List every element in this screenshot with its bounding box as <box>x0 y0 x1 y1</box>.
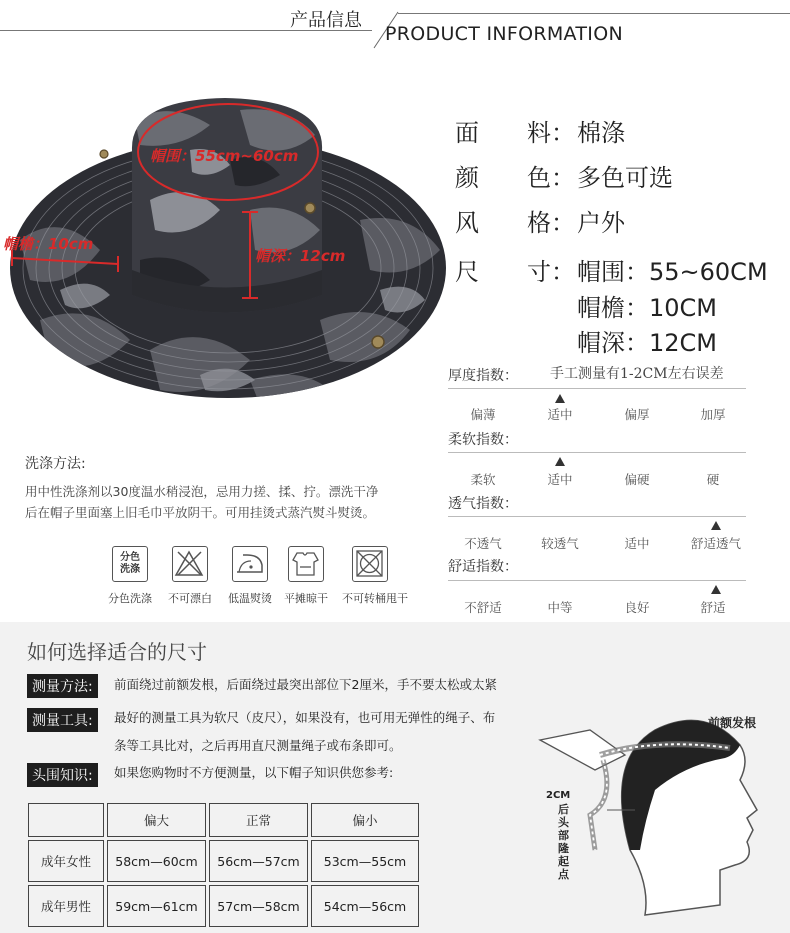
breathability-option-1: 不透气 <box>464 536 502 551</box>
thickness-option-3: 偏厚 <box>624 407 650 422</box>
softness-option-4: 硬 <box>706 472 720 487</box>
table-cell: 成年男性 <box>28 885 104 927</box>
breathability-rule <box>448 516 746 517</box>
thickness-marker-icon <box>555 394 565 403</box>
separate-wash-icon-text: 分色洗涤 <box>120 552 140 575</box>
washing-instructions: 用中性洗涤剂以30度温水稍浸泡，忌用力搓、揉、拧。漂洗干净后在帽子里面塞上旧毛巾平放阴干。可用挂烫式蒸汽熨斗熨烫。 <box>25 484 379 520</box>
no-bleach-icon <box>172 546 208 582</box>
head-size-table <box>25 800 422 930</box>
comfort-option-3: 良好 <box>624 600 650 615</box>
spec-color-label: 颜 色： <box>455 164 575 192</box>
softness-marker-icon <box>555 457 565 466</box>
thickness-option-4: 加厚 <box>700 407 726 422</box>
spec-size-line-1: 帽围：55~60CM <box>577 258 768 286</box>
comfort-label: 舒适指数： <box>448 559 518 575</box>
table-cell: 53cm—55cm <box>311 840 419 882</box>
care-label-no-bleach: 不可漂白 <box>168 592 212 605</box>
softness-label: 柔软指数： <box>448 432 518 448</box>
spec-size-label: 尺 寸： <box>455 258 575 286</box>
tool-tag: 测量工具: <box>27 708 98 732</box>
softness-rule <box>448 452 746 453</box>
washing-title: 洗涤方法: <box>25 456 86 472</box>
separate-wash-icon <box>112 546 148 582</box>
table-row <box>28 840 419 882</box>
size-guide-title: 如何选择适合的尺寸 <box>27 640 207 664</box>
care-label-separate: 分色洗涤 <box>108 592 152 605</box>
thickness-label: 厚度指数： <box>448 368 518 384</box>
size-guide-section <box>0 622 790 933</box>
tool-text-line-2: 条等工具比对，之后再用直尺测量绳子或布条即可。 <box>114 738 402 753</box>
comfort-marker-icon <box>711 585 721 594</box>
breathability-option-2: 较透气 <box>541 536 579 551</box>
forehead-label: 前额发根 <box>708 716 757 730</box>
header-rule-right <box>398 13 790 14</box>
back-offset-label: 2CM <box>546 790 571 801</box>
no-tumble-dry-icon <box>352 546 388 582</box>
softness-option-1: 柔软 <box>470 472 496 487</box>
tool-text-line-1: 最好的测量工具为软尺（皮尺），如果没有，也可用无弹性的绳子、布 <box>114 710 496 725</box>
comfort-option-1: 不舒适 <box>464 600 502 615</box>
table-header-cell: 偏大 <box>107 803 206 837</box>
breathability-marker-icon <box>711 521 721 530</box>
spec-material-label: 面 料： <box>455 119 575 147</box>
circumference-label: 帽围：55cm~60cm <box>150 147 299 165</box>
table-cell: 成年女性 <box>28 840 104 882</box>
knowledge-text: 如果您购物时不方便测量，以下帽子知识供您参考: <box>114 765 394 780</box>
breathability-option-3: 适中 <box>624 536 650 551</box>
table-cell: 59cm—61cm <box>107 885 206 927</box>
table-row <box>28 885 419 927</box>
table-cell: 58cm—60cm <box>107 840 206 882</box>
table-cell: 57cm—58cm <box>209 885 308 927</box>
spec-style-label: 风 格： <box>455 209 575 237</box>
spec-size-line-2: 帽檐：10CM <box>577 294 718 322</box>
thickness-option-1: 偏薄 <box>470 407 496 422</box>
method-tag: 测量方法: <box>27 674 98 698</box>
depth-label: 帽深：12cm <box>255 247 346 265</box>
back-point-label: 后头部隆起点 <box>558 803 569 881</box>
softness-option-2: 适中 <box>547 472 573 487</box>
camo-hat-illustration <box>0 90 450 420</box>
measurement-note: 手工测量有1-2CM左右误差 <box>550 366 724 382</box>
comfort-option-2: 中等 <box>547 600 573 615</box>
head-measurement-diagram <box>535 700 780 930</box>
hat-image <box>0 90 450 420</box>
brim-label: 帽檐：10cm <box>3 235 94 253</box>
table-header-cell <box>28 803 104 837</box>
spec-material-value: 棉涤 <box>577 119 625 147</box>
table-cell: 56cm—57cm <box>209 840 308 882</box>
dry-flat-icon <box>288 546 324 582</box>
table-header-row <box>28 803 419 837</box>
table-cell: 54cm—56cm <box>311 885 419 927</box>
table-header-cell: 偏小 <box>311 803 419 837</box>
breathability-option-4: 舒适透气 <box>690 536 741 551</box>
care-label-dry-flat: 平摊晾干 <box>284 592 328 605</box>
breathability-label: 透气指数： <box>448 496 518 512</box>
spec-size-line-3: 帽深：12CM <box>577 329 718 357</box>
thickness-option-2: 适中 <box>547 407 573 422</box>
header-title-cn: 产品信息 <box>290 10 362 31</box>
care-label-no-tumble: 不可转桶甩干 <box>342 592 408 605</box>
spec-color-value: 多色可选 <box>577 164 673 192</box>
comfort-option-4: 舒适 <box>700 600 726 615</box>
table-header-cell: 正常 <box>209 803 308 837</box>
comfort-rule <box>448 580 746 581</box>
thickness-rule <box>448 388 746 389</box>
knowledge-tag: 头围知识: <box>27 763 98 787</box>
header-title-en: PRODUCT INFORMATION <box>385 23 623 45</box>
low-temp-iron-icon <box>232 546 268 582</box>
softness-option-3: 偏硬 <box>624 472 650 487</box>
method-text: 前面绕过前额发根，后面绕过最突出部位下2厘米，手不要太松或太紧 <box>114 677 497 692</box>
spec-style-value: 户外 <box>577 209 625 237</box>
care-label-low-iron: 低温熨烫 <box>228 592 272 605</box>
